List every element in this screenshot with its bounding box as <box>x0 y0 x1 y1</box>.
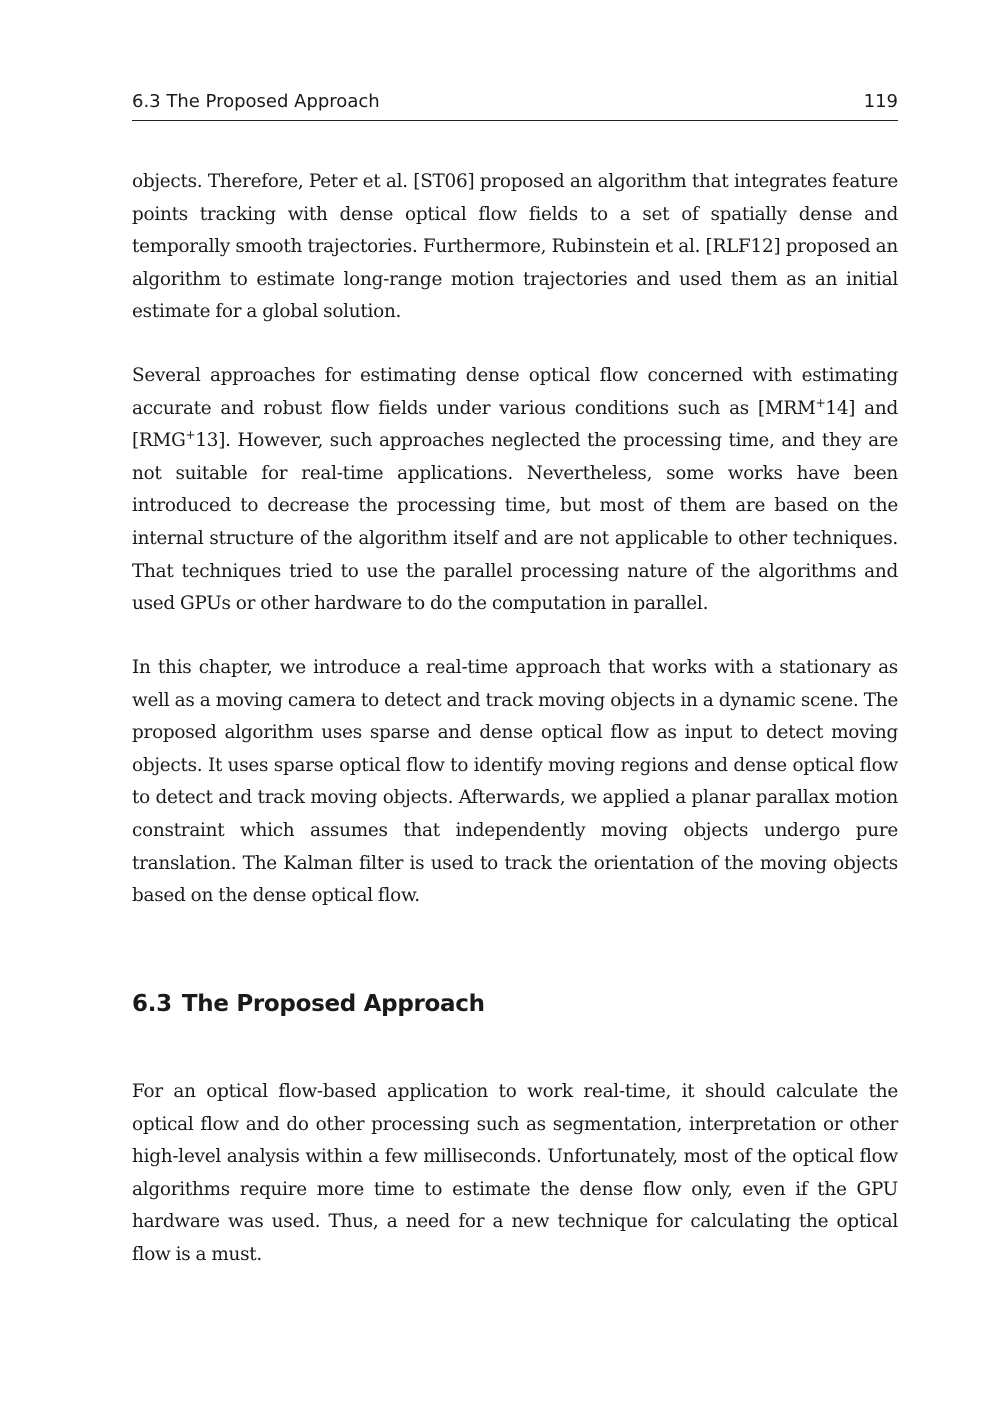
section-number: 6.3 <box>132 991 172 1017</box>
paragraph-chapter-introduction: In this chapter, we introduce a real-time approach that works with a stationary as well as a moving camera to detect and track moving objects in a dynamic scene. The proposed algorithm uses sparse and dense optical flow as input to detect moving objects. It uses sparse optical flow to identify moving regions and dense optical flow to detect and track moving objects. Afterwards, we applied a planar parallax motion constraint which assumes that independently moving objects undergo pure translation. The Kalman filter is used to track the orientation of the moving objects based on the dense optical flow. <box>132 657 898 907</box>
section-title: The Proposed Approach <box>181 991 485 1017</box>
superscript-plus: + <box>185 428 196 443</box>
running-header <box>132 88 898 121</box>
paragraph-text-part: 13]. However, such approaches neglected the processing time, and they are not suitable for real-time applications. Nevertheless, some works have been introduced to decrease the processing time, but most of them are based on the internal structure of the algorithm itself and are not applicable to other techniques. That techniques tried to use the parallel processing nature of the algorithms and used GPUs or other hardware to do the computation in parallel. <box>132 430 898 615</box>
header-page-number: 119 <box>863 91 898 112</box>
superscript-plus: + <box>815 395 826 410</box>
document-page <box>132 0 898 1419</box>
paragraph-text-part: 14] and [RMG <box>132 397 898 452</box>
header-section-title: 6.3 The Proposed Approach <box>132 91 380 112</box>
paragraph-dense-flow-approaches <box>132 360 898 621</box>
paragraph-text-part: Several approaches for estimating dense optical flow concerned with estimating accurate and robust flow fields under various conditions such as [MRM <box>132 365 898 419</box>
section-heading <box>132 986 485 1022</box>
paragraph-prior-work-trajectories: objects. Therefore, Peter et al. [ST06] proposed an algorithm that integrates feature points tracking with dense optical flow fields to a set of spatially dense and temporally smooth trajectories. Furthermore, Rubinstein et al. [RLF12] proposed an algorithm to estimate long-range motion trajectories and used them as an initial estimate for a global solution. <box>132 171 898 323</box>
paragraph-real-time-requirement: For an optical flow-based application to work real-time, it should calculate the optical flow and do other processing such as segmentation, interpretation or other high-level analysis within a few milliseconds. Unfortunately, most of the optical flow algorithms require more time to estimate the dense flow only, even if the GPU hardware was used. Thus, a need for a new technique for calculating the optical flow is a must. <box>132 1081 898 1265</box>
